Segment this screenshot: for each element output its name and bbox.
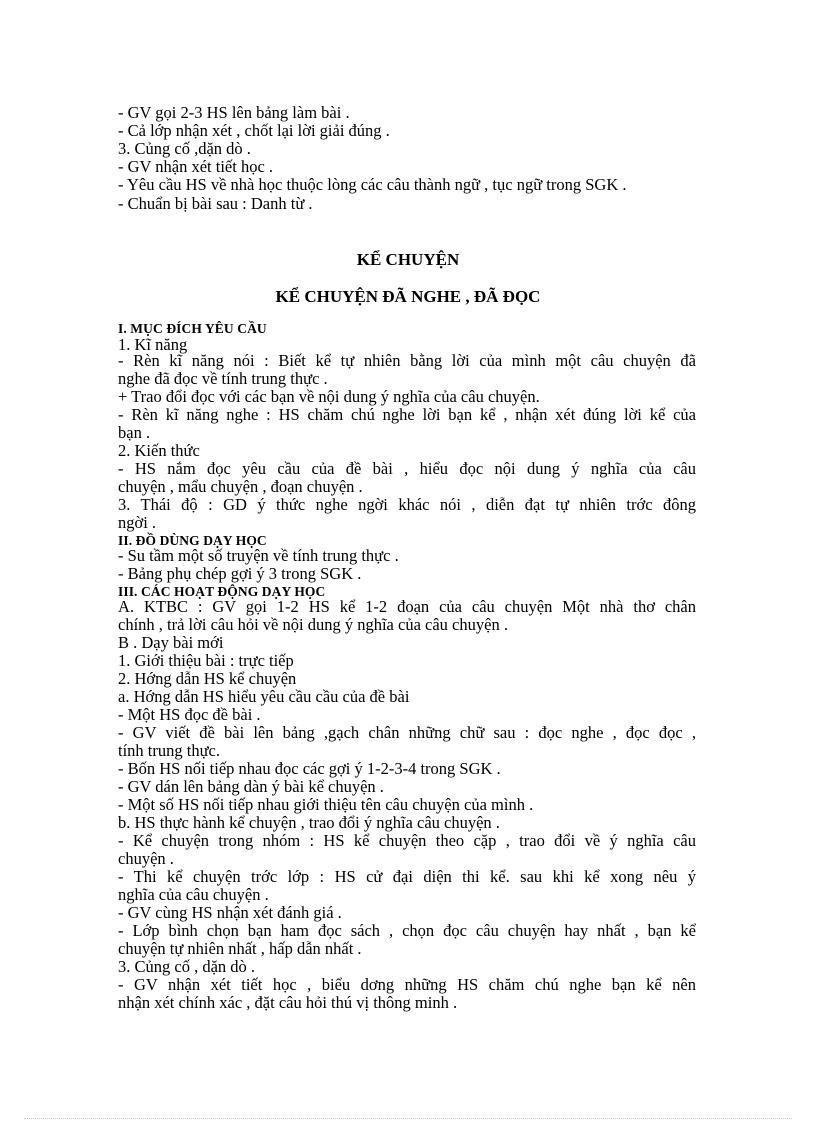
text-line: - Bảng phụ chép gợi ý 3 trong SGK . xyxy=(118,564,362,583)
text-line: - Yêu cầu HS về nhà học thuộc lòng các câu thành ngữ , tục ngữ trong SGK . xyxy=(118,175,627,194)
text-line: chuyện . xyxy=(118,849,174,868)
text-line: - Cả lớp nhận xét , chốt lại lời giải đúng . xyxy=(118,121,390,140)
text-line: - GV gọi 2-3 HS lên bảng làm bài . xyxy=(118,103,350,122)
text-line: - GV viết đề bài lên bảng ,gạch chân những chữ sau : đọc nghe , đọc đọc , xyxy=(118,724,696,742)
text-line: - Su tầm một số truyện về tính trung thực . xyxy=(118,546,399,565)
text-line: b. HS thực hành kể chuyện , trao đổi ý nghĩa câu chuyện . xyxy=(118,813,500,832)
text-line: 1. Kĩ năng xyxy=(118,335,188,354)
text-line: chuyện tự nhiên nhất , hấp dẫn nhất . xyxy=(118,939,362,958)
text-line: 2. Kiến thức xyxy=(118,441,200,460)
text-line: 3. Thái độ : GD ý thức nghe ngời khác nói , diễn đạt tự nhiên trớc đông xyxy=(118,496,696,514)
page-bottom-border xyxy=(24,1118,792,1119)
section-heading: II. ĐỒ DÙNG DẠY HỌC xyxy=(118,533,267,548)
text-line: - Bốn HS nối tiếp nhau đọc các gợi ý 1-2-3-4 trong SGK . xyxy=(118,759,501,778)
lesson-title: KỂ CHUYỆN ĐÃ NGHE , ĐÃ ĐỌC xyxy=(275,287,541,306)
section-title: KỂ CHUYỆN xyxy=(356,250,460,269)
text-line: 3. Củng cố ,dặn dò . xyxy=(118,139,251,158)
text-line: - GV nhận xét tiết học . xyxy=(118,157,274,176)
text-line: chính , trả lời câu hỏi về nội dung ý nghĩa của câu chuyện . xyxy=(118,615,508,634)
text-line: nghe đã đọc về tính trung thực . xyxy=(118,369,328,388)
text-line: - GV cùng HS nhận xét đánh giá . xyxy=(118,903,342,922)
text-line: chuyện , mẩu chuyện , đoạn chuyện . xyxy=(118,477,363,496)
text-line: A. KTBC : GV gọi 1-2 HS kể 1-2 đoạn của câu chuyện Một nhà thơ chân xyxy=(118,598,696,616)
text-line: a. Hớng dẫn HS hiểu yêu cầu cầu của đề bài xyxy=(118,687,410,706)
text-line: B . Dạy bài mới xyxy=(118,633,224,652)
text-line: 3. Củng cố , dặn dò . xyxy=(118,957,256,976)
text-line: - Một số HS nối tiếp nhau giới thiệu tên câu chuyện của mình . xyxy=(118,795,534,814)
text-line: bạn . xyxy=(118,423,151,442)
text-line: 1. Giới thiệu bài : trực tiếp xyxy=(118,651,294,670)
text-line: 2. Hớng dẫn HS kể chuyện xyxy=(118,669,297,688)
text-line: - Kể chuyện trong nhóm : HS kể chuyện theo cặp , trao đổi về ý nghĩa câu xyxy=(118,832,696,850)
text-line: - Một HS đọc đề bài . xyxy=(118,705,261,724)
text-line: - Thi kể chuyện trớc lớp : HS cử đại diện thi kể. sau khi kể xong nêu ý xyxy=(118,868,696,886)
text-line: - GV dán lên bảng dàn ý bài kể chuyện . xyxy=(118,777,384,796)
text-line: - HS nắm đọc yêu cầu của đề bài , hiểu đọc nội dung ý nghĩa của câu xyxy=(118,460,696,478)
text-line: + Trao đổi đọc với các bạn về nội dung ý nghĩa của câu chuyện. xyxy=(118,387,540,406)
text-line: - Lớp bình chọn bạn ham đọc sách , chọn đọc câu chuyện hay nhất , bạn kể xyxy=(118,922,696,940)
section-heading: I. MỤC ĐÍCH YÊU CẦU xyxy=(118,321,267,336)
text-line: nhận xét chính xác , đặt câu hỏi thú vị thông minh . xyxy=(118,993,458,1012)
text-line: tính trung thực. xyxy=(118,741,220,760)
text-line: - Rèn kĩ năng nghe : HS chăm chú nghe lời bạn kể , nhận xét đúng lời kể của xyxy=(118,406,696,424)
text-line: - GV nhận xét tiết học , biểu dơng những HS chăm chú nghe bạn kể nên xyxy=(118,976,696,994)
text-line: nghĩa của câu chuyện . xyxy=(118,885,269,904)
text-line: ngời . xyxy=(118,513,157,532)
text-line: - Rèn kĩ năng nói : Biết kể tự nhiên bằng lời của mình một câu chuyện đã xyxy=(118,352,696,370)
section-heading: III. CÁC HOẠT ĐỘNG DẠY HỌC xyxy=(118,584,326,599)
text-line: - Chuẩn bị bài sau : Danh từ . xyxy=(118,194,313,213)
